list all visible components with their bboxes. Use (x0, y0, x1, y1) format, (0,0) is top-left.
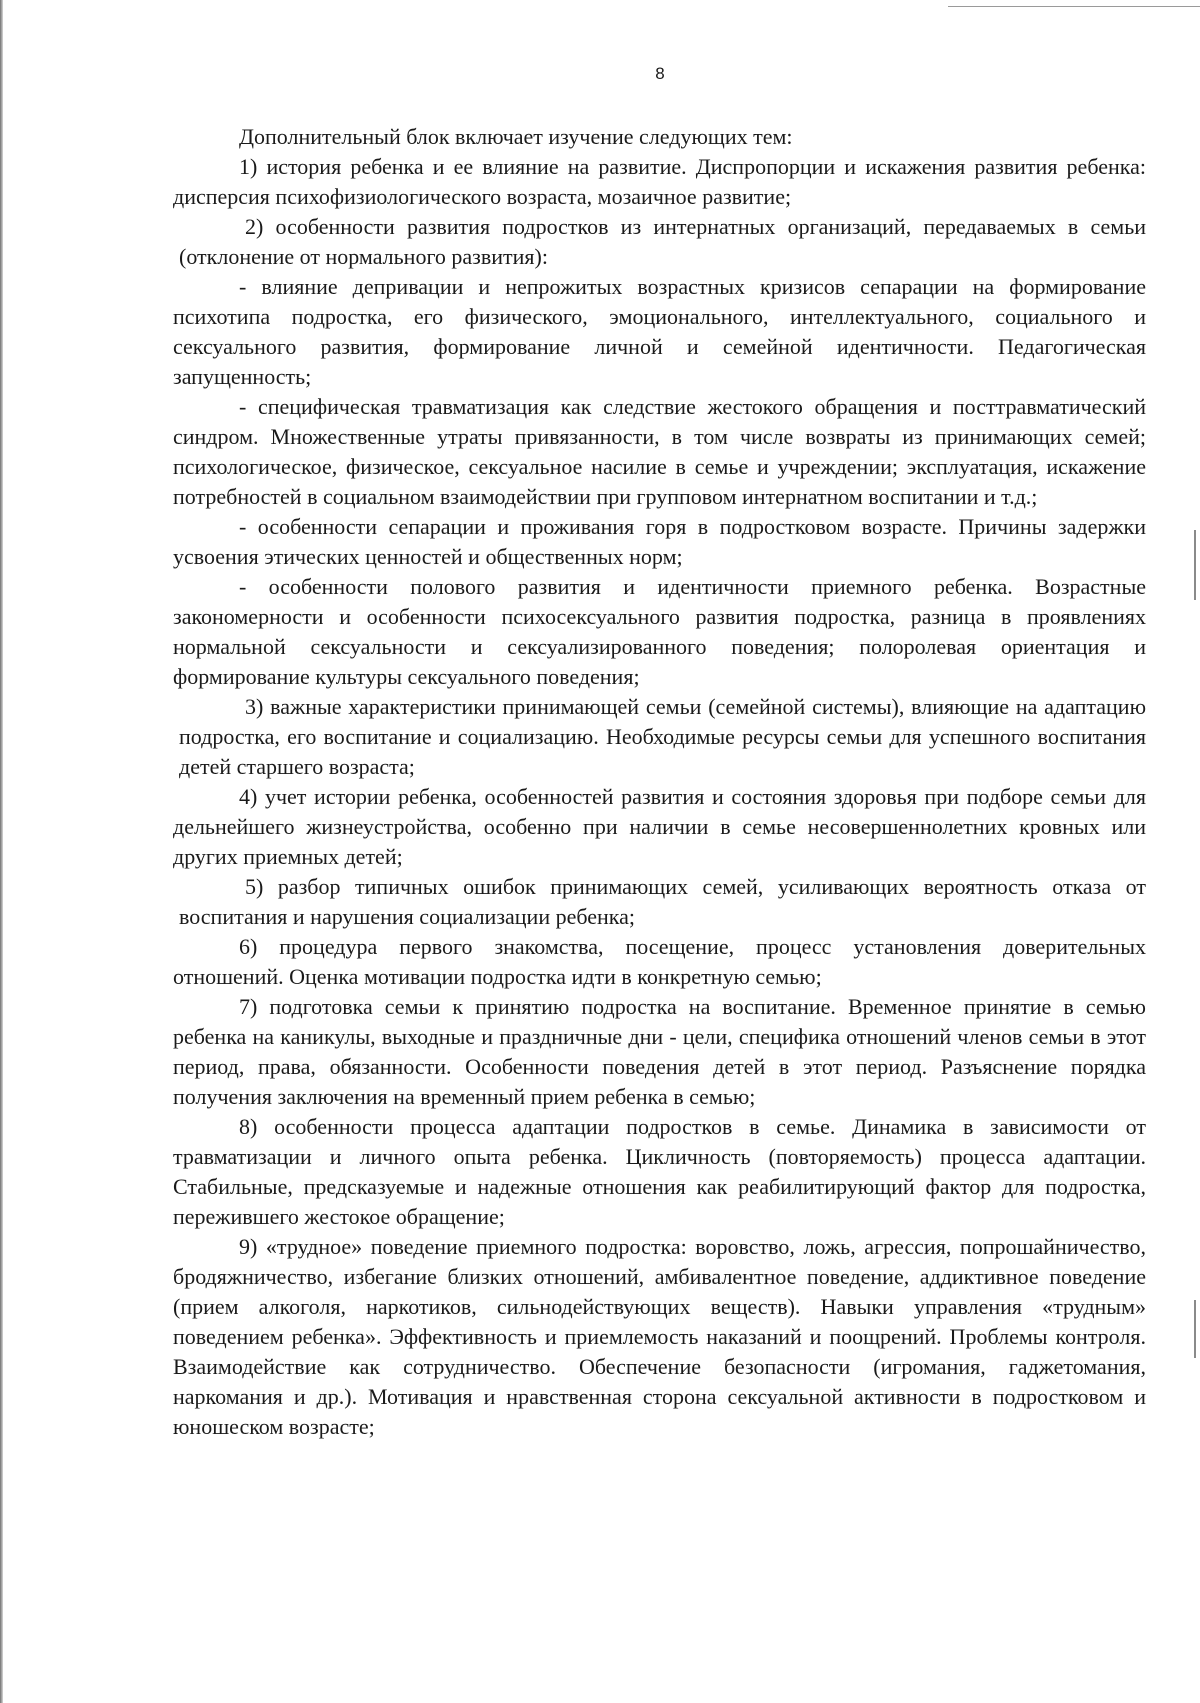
page-number: 8 (655, 64, 665, 83)
paragraph-topic-5: 5) разбор типичных ошибок принимающих семей, усиливающих вероятность отказа от воспитания и нарушения социализации ребенка; (179, 874, 1146, 929)
scan-edge-top (948, 6, 1200, 7)
paragraph-topic-8: 8) особенности процесса адаптации подростков в семье. Динамика в зависимости от травматизации и личного опыта ребенка. Цикличность (повторяемость) процесса адаптации. Стабильные, предсказуемые и надежные отношения как реабилитирующий фактор для подростка, пережившего жестокое обращение; (173, 1114, 1146, 1229)
paragraph-topic-9: 9) «трудное» поведение приемного подростка: воровство, ложь, агрессия, попрошайничество, бродяжничество, избегание близких отношений, амбивалентное поведение, аддиктивное поведение (прием алкоголя, наркотиков, сильнодействующих веществ). Навыки управления «трудным» поведением ребенка». Эффективность и приемлемость наказаний и поощрений. Проблемы контроля. Взаимодействие как сотрудничество. Обеспечение безопасности (игромания, гаджетомания, наркомания и др.). Мотивация и нравственная сторона сексуальной активности в подростковом и юношеском возрасте; (173, 1234, 1146, 1439)
paragraph-subitem-sexual-development: - особенности полового развития и идентичности приемного ребенка. Возрастные закономерности и особенности психосексуального развития подростка, разница в проявлениях нормальной сексуальности и сексуализированного поведения; полоролевая ориентация и формирование культуры сексуального поведения; (173, 574, 1146, 689)
paragraph-topic-1: 1) история ребенка и ее влияние на развитие. Диспропорции и искажения развития ребенка: дисперсия психофизиологического возраста, мозаичное развитие; (173, 154, 1146, 209)
paragraph-topic-3: 3) важные характеристики принимающей семьи (семейной системы), влияющие на адаптацию подростка, его воспитание и социализацию. Необходимые ресурсы семьи для успешного воспитания детей старшего возраста; (179, 694, 1146, 779)
paragraph-subitem-deprivation: - влияние депривации и непрожитых возрастных кризисов сепарации на формирование психотипа подростка, его физического, эмоционального, интеллектуального, социального и сексуального развития, формирование личной и семейной идентичности. Педагогическая запущенность; (173, 274, 1146, 389)
document-body (173, 122, 1146, 1442)
scan-mark-right (1194, 1300, 1196, 1358)
paragraph-topic-7: 7) подготовка семьи к принятию подростка на воспитание. Временное принятие в семью ребенка на каникулы, выходные и праздничные дни - цели, специфика отношений членов семьи в этот период, права, обязанности. Особенности поведения детей в этот период. Разъяснение порядка получения заключения на временный прием ребенка в семью; (173, 994, 1146, 1109)
paragraph-subitem-traumatization: - специфическая травматизация как следствие жестокого обращения и посттравматический синдром. Множественные утраты привязанности, в том числе возвраты из принимающих семей; психологическое, физическое, сексуальное насилие в семье и учреждении; эксплуатация, искажение потребностей в социальном взаимодействии при групповом интернатном воспитании и т.д.; (173, 394, 1146, 509)
paragraph-subitem-separation: - особенности сепарации и проживания горя в подростковом возрасте. Причины задержки усвоения этических ценностей и общественных норм; (173, 514, 1146, 569)
scan-edge-left (0, 0, 3, 1703)
paragraph-topic-2: 2) особенности развития подростков из интернатных организаций, передаваемых в семьи (отклонение от нормального развития): (179, 214, 1146, 269)
paragraph-topic-4: 4) учет истории ребенка, особенностей развития и состояния здоровья при подборе семьи для дельнейшего жизнеустройства, особенно при наличии в семье несовершеннолетних кровных или других приемных детей; (173, 784, 1146, 869)
scan-mark-right (1194, 530, 1196, 600)
paragraph-topic-6: 6) процедура первого знакомства, посещение, процесс установления доверительных отношений. Оценка мотивации подростка идти в конкретную семью; (173, 934, 1146, 989)
paragraph-intro: Дополнительный блок включает изучение следующих тем: (239, 124, 793, 149)
